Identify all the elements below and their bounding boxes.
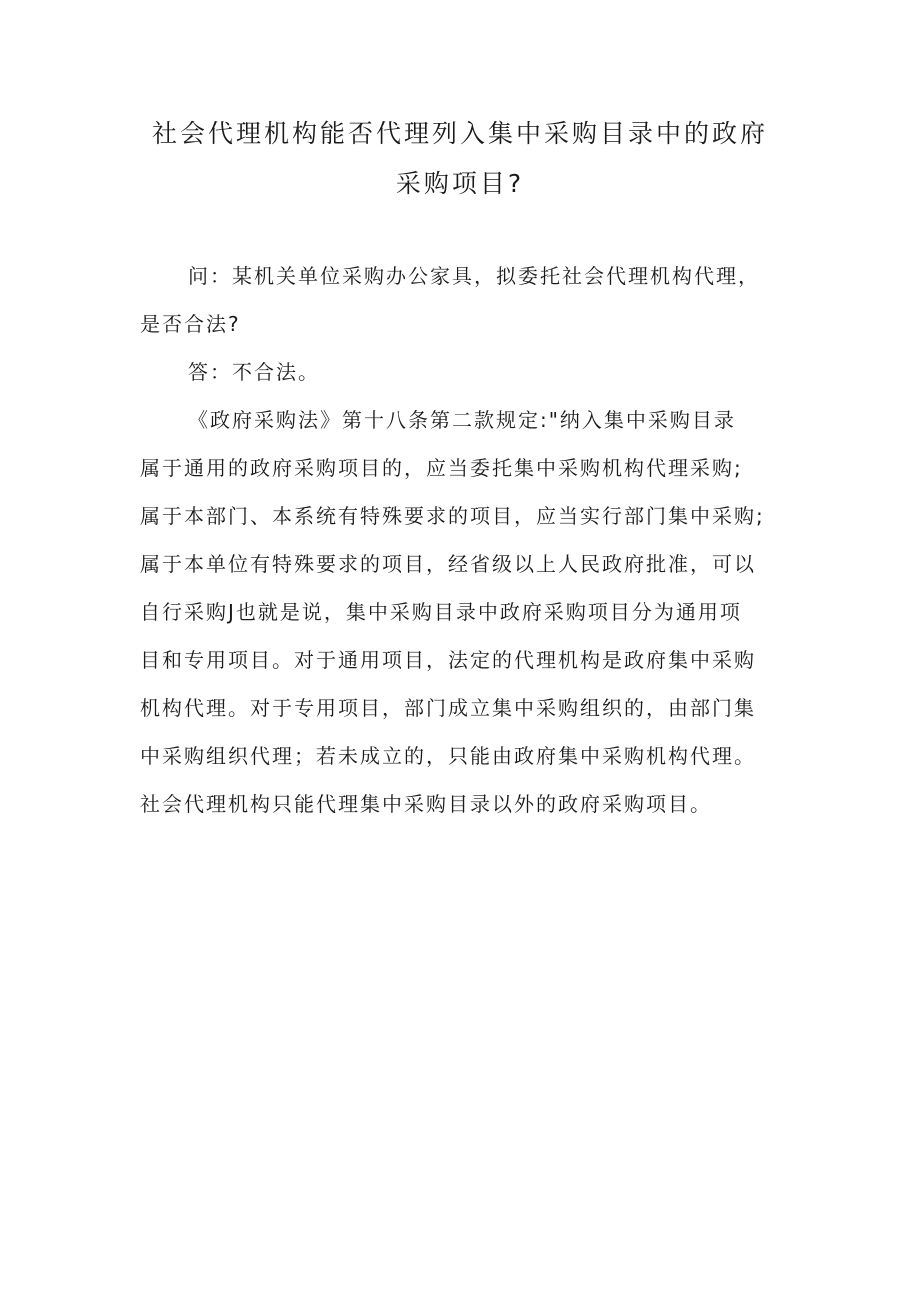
body-line-8: 中采购组织代理；若未成立的，只能由政府集中采购机构代理。	[140, 744, 756, 768]
body-line-2: 属于通用的政府采购项目的，应当委托集中采购机构代理采购;	[140, 456, 743, 480]
question-line-2: 是否合法?	[140, 312, 241, 336]
body-line-6: 目和专用项目。对于通用项目，法定的代理机构是政府集中采购	[140, 648, 756, 672]
document-title-line-1: 社会代理机构能否代理列入集中采购目录中的政府	[151, 119, 768, 148]
answer-line: 答：不合法。	[188, 360, 320, 384]
body-line-4: 属于本单位有特殊要求的项目，经省级以上人民政府批准，可以	[140, 552, 756, 576]
body-line-3: 属于本部门、本系统有特殊要求的项目，应当实行部门集中采购;	[140, 504, 765, 528]
body-line-7: 机构代理。对于专用项目，部门成立集中采购组织的，由部门集	[140, 696, 756, 720]
body-line-5: 自行采购J也就是说，集中采购目录中政府采购项目分为通用项	[140, 600, 742, 624]
body-line-9: 社会代理机构只能代理集中采购目录以外的政府采购项目。	[140, 792, 712, 816]
document-title-line-2: 采购项目?	[395, 169, 525, 198]
question-line-1: 问：某机关单位采购办公家具，拟委托社会代理机构代理，	[188, 264, 760, 288]
body-line-1: 《政府采购法》第十八条第二款规定:"纳入集中采购目录	[188, 408, 736, 432]
